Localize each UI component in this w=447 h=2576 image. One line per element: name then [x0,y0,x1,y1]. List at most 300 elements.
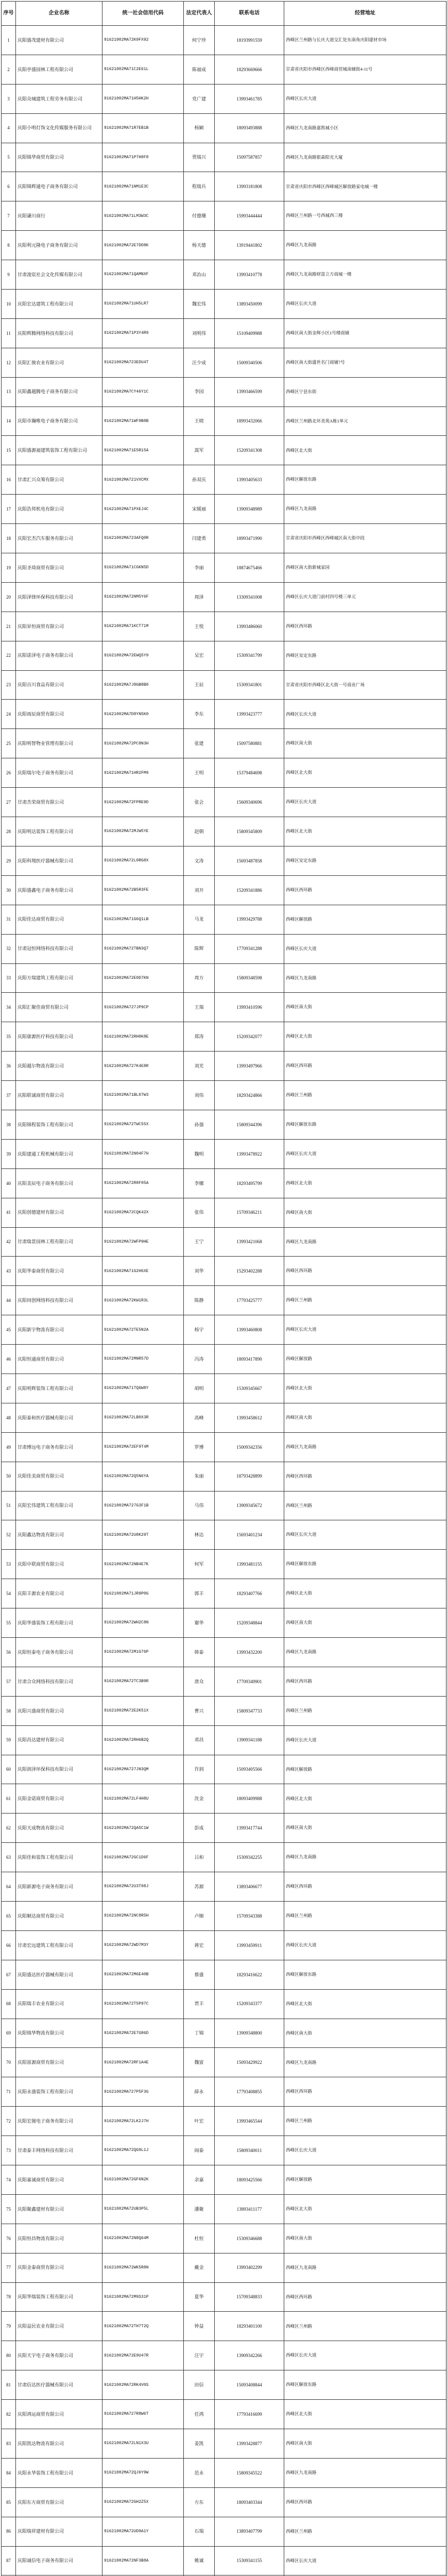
legal-representative: 姜凯 [184,2429,215,2459]
business-address: 西峰区西环路 [284,2077,446,2107]
table-row [2,1814,446,1843]
credit-code: 91621002MA72NM5Y6F [102,582,184,612]
business-address: 西峰区安定东路 [284,641,446,670]
company-name: 庆阳诺泽电子商务有限公司 [16,641,102,670]
contact-phone: 13993429788 [215,905,284,934]
table-row [2,231,446,260]
table-row [2,1755,446,1784]
legal-representative: 曹兴 [184,1696,215,1725]
table-row [2,1960,446,1989]
company-name: 庆阳鑫达物流有限公司 [16,1520,102,1550]
legal-representative: 汪少成 [184,348,215,377]
row-index: 13 [2,377,16,406]
table-row [2,875,446,905]
business-address: 西峰区兰州路 [284,2517,446,2546]
credit-code: 91621002MA71CGKN5D [102,553,184,583]
credit-code: 91621002MA72WD7M3Y [102,1930,184,1960]
table-row [2,1345,446,1374]
table-row [2,406,446,436]
table-row [2,2312,446,2341]
business-address: 西峰区北大街 [284,1022,446,1052]
credit-code: 91621002MA72MJW5YE [102,817,184,846]
table-row [2,2253,446,2282]
business-address: 西峰区解放路 [284,905,446,934]
company-name: 庆阳金泰商贸有限公司 [16,2253,102,2282]
table-row [2,2370,446,2400]
business-address: 西峰区北大街 [284,1168,446,1198]
table-row [2,2546,446,2575]
business-address: 西峰区九龙南路 [284,1637,446,1667]
business-address: 甘肃省庆阳市西峰区西峰城区解放路家电城一楼 [284,172,446,201]
business-address: 西峰区解放东路 [284,1110,446,1139]
company-name: 庆阳盛达医疗器械有限公司 [16,1960,102,1989]
row-index: 56 [2,1637,16,1667]
company-name: 庆阳昇恒商贸有限公司 [16,612,102,641]
business-address: 西峰区宁县东街 [284,377,446,406]
business-address: 西峰区长庆大道 [284,290,446,319]
table-row [2,2400,446,2429]
contact-phone: 13993181808 [215,172,284,201]
credit-code: 91621002MA71C2E61L [102,55,184,84]
header-row [2,2,446,26]
legal-representative: 王辰 [184,670,215,700]
company-name: 庆阳金诺商贸有限公司 [16,1784,102,1814]
business-address: 西峰区北大街 [284,2194,446,2224]
row-index: 68 [2,1989,16,2019]
table-row [2,2019,446,2048]
contact-phone: 18293416622 [215,1960,284,1989]
business-address: 西峰区北大街 [284,1989,446,2019]
table-row [2,1286,446,1315]
contact-phone: 15709343388 [215,1902,284,1931]
row-index: 84 [2,2458,16,2487]
header-index: 序号 [2,2,16,26]
table-row [2,641,446,670]
credit-code: 91621002MA7D8YN5K0 [102,700,184,729]
row-index: 69 [2,2019,16,2048]
business-address: 西峰区长庆大道 [284,2546,446,2575]
row-index: 33 [2,963,16,993]
legal-representative: 贾瑞兴 [184,143,215,172]
business-address: 西峰区兰州路与长庆大道交汇处东南角庆阳建材市场 [284,26,446,55]
business-address: 西峰区九龙南路 [284,1432,446,1462]
business-address: 西峰区兰州路 [284,2107,446,2136]
company-name: 庆阳富源商贸有限公司 [16,2048,102,2077]
legal-representative: 嵩军 [184,436,215,465]
credit-code: 91621002MA727JN3QM [102,1755,184,1784]
legal-representative: 吕和 [184,1843,215,1872]
company-name: 庆阳汇聚佳商贸有限公司 [16,993,102,1022]
table-row [2,348,446,377]
contact-phone: 13993428877 [215,2429,284,2459]
company-name: 庆阳鸿运商贸有限公司 [16,2400,102,2429]
table-row [2,495,446,524]
table-row [2,1872,446,1902]
contact-phone: 13309341008 [215,582,284,612]
credit-code: 91621002MA72TC3B9R [102,1667,184,1696]
credit-code: 91621002MA72M9S31P [102,2282,184,2312]
row-index: 1 [2,26,16,55]
credit-code: 91621002MA72RH6B2Q [102,1725,184,1755]
header-legal-rep: 法定代表人 [184,2,215,26]
legal-representative: 邓昌 [184,1725,215,1755]
contact-phone: 15709346211 [215,1198,284,1227]
contact-phone: 13993465544 [215,2107,284,2136]
table-row [2,670,446,700]
table-row [2,290,446,319]
business-address: 西峰区西环路 [284,2487,446,2517]
legal-representative: 蒋宏 [184,1930,215,1960]
company-name: 甘肃合众网络科技有限公司 [16,1667,102,1696]
company-table [1,1,446,2576]
legal-representative: 陈福成 [184,55,215,84]
credit-code: 91621002MA71PXEJ4C [102,495,184,524]
contact-phone: 18193991559 [215,26,284,55]
row-index: 48 [2,1403,16,1432]
table-row [2,1930,446,1960]
credit-code: 91621002MA72NB4E7K [102,1550,184,1579]
company-name: 庆阳谦川商行 [16,201,102,231]
credit-code: 91621002MA72EWQ5Y9 [102,641,184,670]
row-index: 85 [2,2487,16,2517]
table-row [2,2224,446,2253]
legal-representative: 程瑞兵 [184,172,215,201]
credit-code: 91621002MA72PC8N3H [102,729,184,758]
company-name: 庆阳鑫越腾电子商务有限公司 [16,377,102,406]
credit-code: 91621002MA72TWC55X [102,1110,184,1139]
row-index: 63 [2,1843,16,1872]
contact-phone: 18093425566 [215,2165,284,2195]
business-address: 西峰区长庆大道 [284,2341,446,2370]
contact-phone: 18293495799 [215,1168,284,1198]
company-name: 庆阳浩邦机电有限公司 [16,495,102,524]
contact-phone: 15809345809 [215,817,284,846]
business-address: 西峰区兰州路 [284,2312,446,2341]
company-name: 庆阳华瑞装饰工程有限公司 [16,2282,102,2312]
table-row [2,1550,446,1579]
credit-code: 91621002MA727JP9CP [102,993,184,1022]
contact-phone: 15809347733 [215,1696,284,1725]
row-index: 7 [2,201,16,231]
row-index: 87 [2,2546,16,2575]
business-address: 西峰区解放路 [284,1755,446,1784]
credit-code: 91621002MA723AFQ0R [102,524,184,553]
company-name: 庆阳新源电子商务有限公司 [16,1872,102,1902]
contact-phone: 18874675466 [215,553,284,583]
table-row [2,1257,446,1286]
credit-code: 91621002MA71WF9B8B [102,406,184,436]
business-address: 西峰区长庆大道 [284,1139,446,1168]
business-address: 西峰区南大街 [284,1198,446,1227]
legal-representative: 夏华 [184,2282,215,2312]
contact-phone: 13893450099 [215,290,284,319]
table-row [2,524,446,553]
credit-code: 91621002MA72Q5N6YA [102,1462,184,1491]
business-address: 西峰区九龙南路 [284,1843,446,1872]
row-index: 81 [2,2370,16,2400]
header-company-name: 企业名称 [16,2,102,26]
credit-code: 91621002MA71R7EB1B [102,113,184,143]
contact-phone: 15693401234 [215,1520,284,1550]
contact-phone: 13993497966 [215,1052,284,1081]
legal-representative: 沈金 [184,1784,215,1814]
table-row [2,2077,446,2107]
company-name: 甘肃信达医疗器械有限公司 [16,2370,102,2400]
company-name: 庆阳恒泰电子商务有限公司 [16,1637,102,1667]
business-address: 西峰区南大街 [284,2224,446,2253]
business-address: 西峰区西环路 [284,1462,446,1491]
company-name: 庆阳联诚商贸有限公司 [16,1081,102,1110]
business-address: 西峰区九龙南路银森阳光大厦 [284,143,446,172]
contact-phone: 18793428899 [215,1462,284,1491]
legal-representative: 方东 [184,2487,215,2517]
legal-representative: 陈静 [184,1286,215,1315]
credit-code: 91621002MA71G2H6XE [102,1257,184,1286]
table-row [2,113,446,143]
row-index: 54 [2,1579,16,1608]
row-index: 40 [2,1168,16,1198]
row-index: 78 [2,2282,16,2312]
business-address: 西峰区北大街 [284,758,446,788]
table-row [2,1168,446,1198]
credit-code: 91621002MA72E0D7KN [102,963,184,993]
legal-representative: 朱丽 [184,1462,215,1491]
header-address: 经营地址 [284,2,446,26]
contact-phone: 15209342077 [215,1022,284,1052]
company-name: 庆阳泰和医疗器械有限公司 [16,1403,102,1432]
credit-code: 91621002MA72WH2C8N [102,1608,184,1638]
legal-representative: 姚诚 [184,2546,215,2575]
company-list-sheet [1,1,446,2576]
table-row [2,2282,446,2312]
business-address: 西峰区南大街 [284,1403,446,1432]
contact-phone: 15809344396 [215,1110,284,1139]
contact-phone: 18293424866 [215,1081,284,1110]
company-name: 庆阳盛茂建材有限公司 [16,26,102,55]
legal-representative: 刘开 [184,875,215,905]
credit-code: 91621002MA71TQ6W8Y [102,1374,184,1403]
legal-representative: 冯涛 [184,1345,215,1374]
contact-phone: 13993478922 [215,1139,284,1168]
credit-code: 91621002MA72EF9T4M [102,1432,184,1462]
row-index: 36 [2,1052,16,1081]
row-index: 38 [2,1110,16,1139]
contact-phone: 15309346688 [215,2224,284,2253]
credit-code: 91621002MA72E7DD8K [102,231,184,260]
row-index: 8 [2,231,16,260]
table-row [2,1520,446,1550]
row-index: 22 [2,641,16,670]
company-name: 庆阳明辉装饰工程有限公司 [16,1374,102,1403]
company-name: 庆阳天宇电子商务有限公司 [16,2341,102,2370]
legal-representative: 周方 [184,963,215,993]
company-name: 庆阳中联商贸有限公司 [16,1550,102,1579]
contact-phone: 13993410778 [215,260,284,290]
business-address: 西峰区南大街新城家园 [284,553,446,583]
row-index: 43 [2,1257,16,1286]
company-name: 庆阳顺达商贸有限公司 [16,1902,102,1931]
company-name: 庆阳越尔物流有限公司 [16,1052,102,1081]
credit-code: 91621002MA72NC8R5H [102,1902,184,1931]
row-index: 41 [2,1198,16,1227]
business-address: 西峰区解放东路 [284,465,446,495]
table-row [2,729,446,758]
business-address: 西峰区兰州路北环美苑A栋1单元 [284,406,446,436]
contact-phone: 15809345522 [215,2458,284,2487]
credit-code: 91621002MA72GH2Z5X [102,2487,184,2517]
credit-code: 91621002MA72GC1D6F [102,1843,184,1872]
table-row [2,553,446,583]
contact-phone: 15309341799 [215,641,284,670]
table-row [2,1843,446,1872]
legal-representative: 韩泰 [184,1637,215,1667]
row-index: 83 [2,2429,16,2459]
company-name: 庆阳汇骏农业有限公司 [16,348,102,377]
business-address: 西峰区长庆大道 [284,1315,446,1345]
company-name: 甘肃泰丰网络科技有限公司 [16,2136,102,2165]
table-row [2,758,446,788]
row-index: 55 [2,1608,16,1638]
row-index: 61 [2,1784,16,1814]
contact-phone: 17709349901 [215,1667,284,1696]
legal-representative: 薛永 [184,2077,215,2107]
credit-code: 91621002MA72E7G86D [102,2019,184,2048]
contact-phone: 13909348800 [215,2019,284,2048]
company-name: 庆阳嘉诚商贸有限公司 [16,2165,102,2195]
contact-phone: 17793425777 [215,1286,284,1315]
company-name: 庆阳美辰电子商务有限公司 [16,1168,102,1198]
contact-phone: 18293401100 [215,2312,284,2341]
credit-code: 91621002MA71KCT71M [102,612,184,641]
credit-code: 91621002MA71P3Y4R9 [102,318,184,348]
row-index: 59 [2,1725,16,1755]
row-index: 9 [2,260,16,290]
credit-code: 91621002MA72GF6N2K [102,2165,184,2195]
contact-phone: 15809340011 [215,2136,284,2165]
legal-representative: 魏富 [184,2048,215,2077]
company-name: 庆阳润泽环保科技有限公司 [16,1755,102,1784]
contact-phone: 13919441802 [215,231,284,260]
legal-representative: 王宁 [184,1227,215,1257]
row-index: 77 [2,2253,16,2282]
table-row [2,318,446,348]
table-row [2,1081,446,1110]
table-row [2,1315,446,1345]
row-index: 50 [2,1462,16,1491]
credit-code: 91621002MA72U3T08J [102,1872,184,1902]
contact-phone: 13993466599 [215,377,284,406]
row-index: 10 [2,290,16,319]
credit-code: 91621002MA72LN1X3U [102,2429,184,2459]
contact-phone: 13993481155 [215,1550,284,1579]
table-row [2,26,446,55]
table-row [2,2194,446,2224]
company-name: 庆阳永盛装饰工程有限公司 [16,2077,102,2107]
legal-representative: 陈辉 [184,934,215,963]
business-address: 西峰区九龙南路嘉凯城小区 [284,113,446,143]
row-index: 32 [2,934,16,963]
business-address: 西峰区南大街 [284,729,446,758]
table-row [2,612,446,641]
row-index: 21 [2,612,16,641]
contact-phone: 15693487858 [215,846,284,875]
business-address: 西峰区北大街 [284,1784,446,1814]
contact-phone: 15097587857 [215,143,284,172]
legal-representative: 唐众 [184,1667,215,1696]
row-index: 86 [2,2517,16,2546]
contact-phone: 15097580881 [215,729,284,758]
business-address: 西峰区西环路 [284,875,446,905]
company-name: 庆阳锦程装饰工程有限公司 [16,1110,102,1139]
credit-code: 91621002MA72UB3P5L [102,2194,184,2224]
contact-phone: 15309345667 [215,1374,284,1403]
row-index: 75 [2,2194,16,2224]
business-address: 西峰区长庆大道 [284,700,446,729]
row-index: 64 [2,1872,16,1902]
legal-representative: 丁锦 [184,2019,215,2048]
row-index: 51 [2,1491,16,1520]
contact-phone: 13993486060 [215,612,284,641]
company-name: 庆阳聚鑫建材有限公司 [16,2194,102,2224]
business-address: 西峰区北大街 [284,817,446,846]
business-address: 西峰区长庆大道 [284,1725,446,1755]
legal-representative: 吴宏 [184,641,215,670]
table-row [2,2517,446,2546]
table-row [2,2165,446,2195]
legal-representative: 王悦 [184,612,215,641]
credit-code: 91621002MA72K9FX92 [102,26,184,55]
credit-code: 91621002MA72FPRE9D [102,788,184,817]
credit-code: 91621002MA727G3F1B [102,1491,184,1520]
company-name: 庆阳市瀚唯电子商务有限公司 [16,406,102,436]
business-address: 西峰区解放东路 [284,2370,446,2400]
company-name: 庆阳圣琦商贸有限公司 [16,553,102,583]
business-address: 西峰区西环路 [284,1257,446,1286]
contact-phone: 13993405633 [215,465,284,495]
row-index: 17 [2,495,16,524]
credit-code: 91621002MA72WFP9HE [102,1227,184,1257]
table-row [2,143,446,172]
business-address: 西峰区长庆大道 [284,934,446,963]
company-name: 庆阳锦辉通电子商务有限公司 [16,172,102,201]
legal-representative: 闫建勇 [184,524,215,553]
row-index: 27 [2,788,16,817]
table-row [2,846,446,875]
legal-representative: 李东 [184,700,215,729]
row-index: 6 [2,172,16,201]
contact-phone: 15209341886 [215,875,284,905]
legal-representative: 邓治山 [184,260,215,290]
business-address: 西峰区西环路 [284,2282,446,2312]
credit-code: 91621002MA72E2K51X [102,1696,184,1725]
company-name: 庆阳诚信电子商务有限公司 [16,2546,102,2575]
company-name: 甘肃宏远建筑工程有限公司 [16,1930,102,1960]
row-index: 15 [2,436,16,465]
row-index: 46 [2,1345,16,1374]
credit-code: 91621002MA72RF1A4E [102,2048,184,2077]
credit-code: 91621002MA72T5P97C [102,1989,184,2019]
company-name: 庆阳明智物业管理有限公司 [16,729,102,758]
credit-code: 91621002MA7J8GB8B0 [102,670,184,700]
company-name: 庆阳佳达商贸有限公司 [16,905,102,934]
company-name: 庆阳昌达建材有限公司 [16,1725,102,1755]
business-address: 西峰区解放东路 [284,1550,446,1579]
legal-representative: 余嘉 [184,2165,215,2195]
table-row [2,377,446,406]
table-row [2,1022,446,1052]
company-name: 庆阳康源医疗科技有限公司 [16,1022,102,1052]
row-index: 67 [2,1960,16,1989]
